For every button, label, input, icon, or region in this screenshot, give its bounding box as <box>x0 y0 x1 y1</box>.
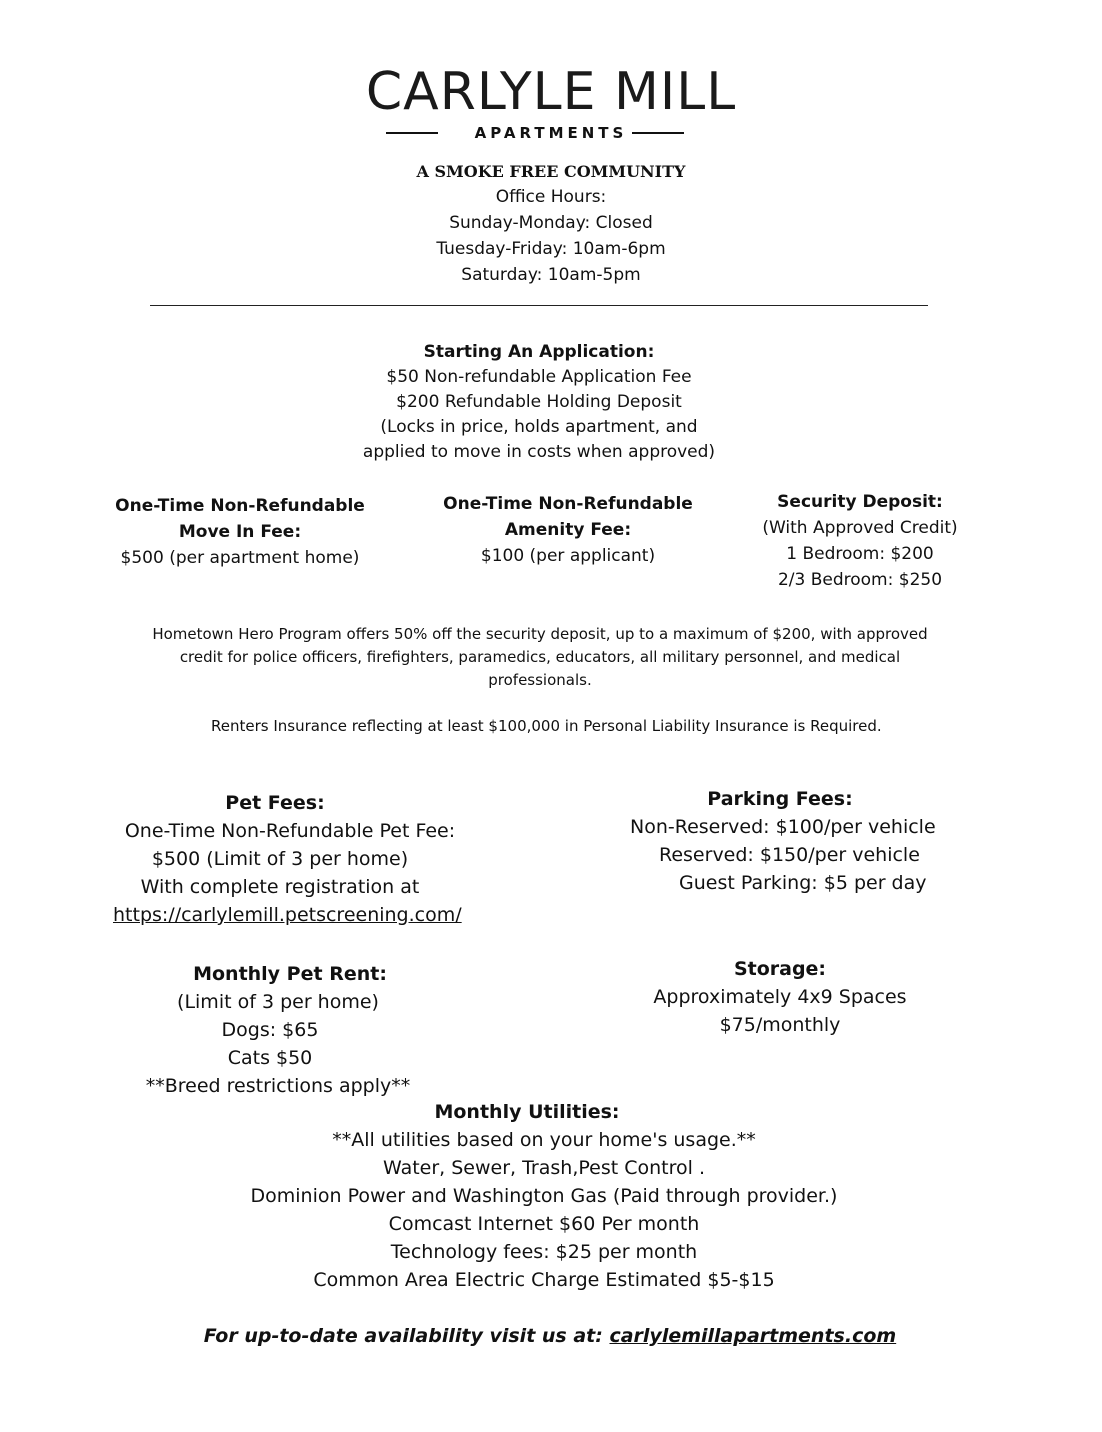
footer-text: For up-to-date availability visit us at: <box>203 1325 603 1347</box>
storage-line: $75/monthly <box>719 1014 841 1036</box>
amenity-fee-value: $100 (per applicant) <box>480 546 656 566</box>
parking-fees-heading: Parking Fees: <box>707 788 853 810</box>
security-deposit-line: 1 Bedroom: $200 <box>786 544 934 564</box>
utilities-line: Water, Sewer, Trash,Pest Control . <box>383 1157 705 1179</box>
pet-fees-line: With complete registration at <box>140 876 420 898</box>
utilities-line: Common Area Electric Charge Estimated $5-$15 <box>313 1269 775 1291</box>
security-deposit-heading: Security Deposit: <box>777 492 943 512</box>
brand-logo-title: CARLYLE MILL <box>365 62 737 122</box>
application-line: applied to move in costs when approved) <box>362 442 716 462</box>
office-hours-label: Office Hours: <box>495 187 607 207</box>
pet-screening-link[interactable]: https://carlylemill.petscreening.com/ <box>113 904 462 926</box>
brand-logo-subtitle: APARTMENTS <box>474 124 628 142</box>
application-line: $200 Refundable Holding Deposit <box>396 392 682 412</box>
move-in-fee-value: $500 (per apartment home) <box>120 548 360 568</box>
pet-rent-line: **Breed restrictions apply** <box>145 1075 411 1097</box>
hometown-hero-line: professionals. <box>488 671 592 689</box>
hours-line: Saturday: 10am-5pm <box>461 265 641 285</box>
amenity-fee-heading: One-Time Non-Refundable <box>443 494 693 514</box>
storage-line: Approximately 4x9 Spaces <box>653 986 907 1008</box>
application-line: $50 Non-refundable Application Fee <box>386 367 692 387</box>
move-in-fee-heading: One-Time Non-Refundable <box>115 496 365 516</box>
utilities-line: Dominion Power and Washington Gas (Paid through provider.) <box>250 1185 838 1207</box>
pet-rent-line: Cats $50 <box>227 1047 313 1069</box>
security-deposit-line: 2/3 Bedroom: $250 <box>777 570 943 590</box>
utilities-line: Comcast Internet $60 Per month <box>388 1213 700 1235</box>
footer-availability <box>150 1322 950 1350</box>
utilities-line: **All utilities based on your home's usage.** <box>332 1129 756 1151</box>
hometown-hero-line: credit for police officers, firefighters, paramedics, educators, all military personnel, and medical <box>179 648 901 666</box>
pet-fees-line: $500 (Limit of 3 per home) <box>151 848 409 870</box>
website-link[interactable]: carlylemillapartments.com <box>609 1325 897 1347</box>
hometown-hero-line: Hometown Hero Program offers 50% off the security deposit, up to a maximum of $200, with approved <box>152 625 928 643</box>
security-deposit-line: (With Approved Credit) <box>762 518 958 538</box>
move-in-fee-heading: Move In Fee: <box>178 522 302 542</box>
tagline: A SMOKE FREE COMMUNITY <box>416 162 686 181</box>
application-line: (Locks in price, holds apartment, and <box>380 417 698 437</box>
pet-rent-line: (Limit of 3 per home) <box>177 991 379 1013</box>
parking-line: Guest Parking: $5 per day <box>679 872 927 894</box>
parking-line: Non-Reserved: $100/per vehicle <box>630 816 936 838</box>
hours-line: Sunday-Monday: Closed <box>449 213 653 233</box>
application-heading: Starting An Application: <box>423 342 655 362</box>
renters-insurance-note: Renters Insurance reflecting at least $100,000 in Personal Liability Insurance is Required. <box>211 717 882 735</box>
hours-line: Tuesday-Friday: 10am-6pm <box>436 239 666 259</box>
pet-fees-line: One-Time Non-Refundable Pet Fee: <box>124 820 456 842</box>
parking-line: Reserved: $150/per vehicle <box>659 844 920 866</box>
storage-heading: Storage: <box>733 958 827 980</box>
pet-rent-heading: Monthly Pet Rent: <box>193 963 387 985</box>
pet-rent-line: Dogs: $65 <box>221 1019 319 1041</box>
utilities-heading: Monthly Utilities: <box>434 1101 620 1123</box>
amenity-fee-heading: Amenity Fee: <box>504 520 632 540</box>
pet-fees-heading: Pet Fees: <box>225 792 325 814</box>
logo-rule-right <box>632 132 684 134</box>
header-divider <box>150 305 928 306</box>
utilities-line: Technology fees: $25 per month <box>390 1241 698 1263</box>
